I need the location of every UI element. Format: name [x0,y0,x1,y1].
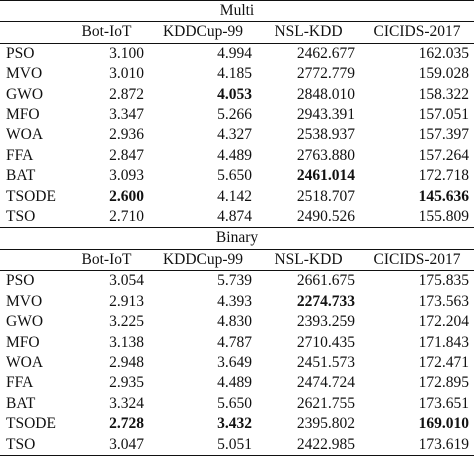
table-cell: 2.935 [109,374,144,392]
algorithm-name: BAT [6,394,36,412]
table-cell: 157.051 [418,106,470,124]
table-cell: 173.619 [360,435,474,456]
table-cell: 4.393 [217,292,252,310]
section-title-row [0,228,474,249]
section-title: Binary [0,228,474,249]
algorithm-name: MFO [6,333,40,351]
table-cell: 158.322 [418,85,470,103]
table-cell: 2.948 [109,353,144,371]
algorithm-name: TSODE [6,415,56,433]
column-header: CICIDS-2017 [360,249,474,270]
column-header-row [0,249,474,270]
table-cell: 2772.779 [296,65,355,83]
table-row [0,312,474,332]
table-row [0,43,474,64]
algorithm-name: WOA [6,126,44,144]
table-row [0,105,474,125]
column-header: Bot-IoT [64,22,149,43]
table-cell: 3.347 [109,106,144,124]
table-cell: 173.651 [418,394,470,412]
table-cell: 3.054 [109,272,144,290]
algorithm-name: TSO [0,435,64,456]
table-row [0,394,474,414]
table-cell: 2538.937 [296,126,355,144]
table-cell: 4.489 [217,146,252,164]
table-cell: 4.830 [217,313,252,331]
table-cell: 2943.391 [296,106,355,124]
table-cell: 162.035 [418,44,470,62]
table-cell: 4.327 [217,126,252,144]
table-cell: 2451.573 [296,353,355,371]
algorithm-name: MVO [6,65,43,83]
algorithm-name: PSO [6,44,35,62]
column-header: Bot-IoT [64,249,149,270]
table-cell: 159.028 [418,65,470,83]
table-cell: 3.093 [109,167,144,185]
table-cell: 5.650 [217,167,252,185]
table-cell: 2848.010 [296,85,355,103]
algorithm-name: WOA [6,353,44,371]
table-cell: 3.225 [109,313,144,331]
table-cell: 2.847 [109,146,144,164]
table-row [0,373,474,393]
table-cell: 2422.985 [257,435,360,456]
table-cell: 2490.526 [296,208,355,226]
table-cell: 2.936 [109,126,144,144]
column-header [0,249,64,270]
column-header: NSL-KDD [257,22,360,43]
table-cell: 2462.677 [296,44,355,62]
table-cell: 2393.259 [296,313,355,331]
table-cell: 2474.724 [296,374,355,392]
table-cell: 2621.755 [296,394,355,412]
table-row [0,414,474,434]
table-cell: 3.649 [217,353,252,371]
algorithm-name: TSODE [6,187,56,205]
algorithm-name: PSO [6,272,35,290]
table-cell: 5.739 [217,272,252,290]
column-header: CICIDS-2017 [360,22,474,43]
table-cell: 3.010 [109,65,144,83]
table-cell: 2661.675 [296,272,355,290]
table-cell: 3.138 [109,333,144,351]
table-cell: 157.397 [418,126,470,144]
table-cell: 5.051 [149,435,257,456]
table-row [0,187,474,207]
column-header: NSL-KDD [257,249,360,270]
table-row [0,64,474,84]
table-cell: 4.142 [217,187,252,205]
table-cell: 172.718 [418,167,470,185]
table-row [0,85,474,105]
table-cell: 2.710 [109,208,144,226]
table-cell: 171.843 [418,333,470,351]
section-title: Multi [0,1,474,22]
table-cell: 172.471 [418,353,470,371]
algorithm-name: TSO [6,208,36,226]
table-cell: 172.895 [418,374,470,392]
table-row [0,353,474,373]
table-cell: 3.100 [109,44,144,62]
algorithm-name: GWO [6,313,44,331]
algorithm-name: BAT [6,167,36,185]
column-header: KDDCup-99 [149,22,257,43]
column-header-row [0,22,474,43]
column-header [0,22,64,43]
table-row [0,207,474,228]
table-cell: 2274.733 [296,292,355,310]
table-cell: 157.264 [418,146,470,164]
algorithm-name: GWO [6,85,44,103]
table-cell: 4.787 [217,333,252,351]
table-cell: 2763.880 [296,146,355,164]
table-cell: 4.053 [217,85,252,103]
table-cell: 4.874 [217,208,252,226]
table-cell: 3.047 [64,435,149,456]
table-cell: 2518.707 [296,187,355,205]
table-row [0,125,474,145]
table-cell: 2.913 [109,292,144,310]
table-cell: 2.872 [109,85,144,103]
section-title-row [0,1,474,22]
table-cell: 145.636 [418,187,470,205]
algorithm-name: MVO [6,292,43,310]
table-cell: 173.563 [418,292,470,310]
column-header: KDDCup-99 [149,249,257,270]
table-cell: 172.204 [418,313,470,331]
algorithm-name: FFA [6,146,34,164]
table-row [0,292,474,312]
table-cell: 175.835 [418,272,470,290]
table-cell: 3.324 [109,394,144,412]
table-cell: 155.809 [418,208,470,226]
table-cell: 4.994 [217,44,252,62]
algorithm-name: FFA [6,374,34,392]
table-row [0,435,474,456]
table-cell: 2461.014 [296,167,355,185]
table-cell: 2710.435 [296,333,355,351]
table-cell: 4.185 [217,65,252,83]
table-cell: 3.432 [217,415,252,433]
algorithm-name: MFO [6,106,40,124]
table-cell: 2.600 [109,187,144,205]
table-cell: 5.266 [217,106,252,124]
table-cell: 5.650 [217,394,252,412]
table-row [0,146,474,166]
table-cell: 4.489 [217,374,252,392]
table-cell: 2395.802 [296,415,355,433]
table-row [0,166,474,186]
table-cell: 2.728 [109,415,144,433]
table-cell: 169.010 [418,415,470,433]
table-row [0,333,474,353]
table-row [0,271,474,292]
